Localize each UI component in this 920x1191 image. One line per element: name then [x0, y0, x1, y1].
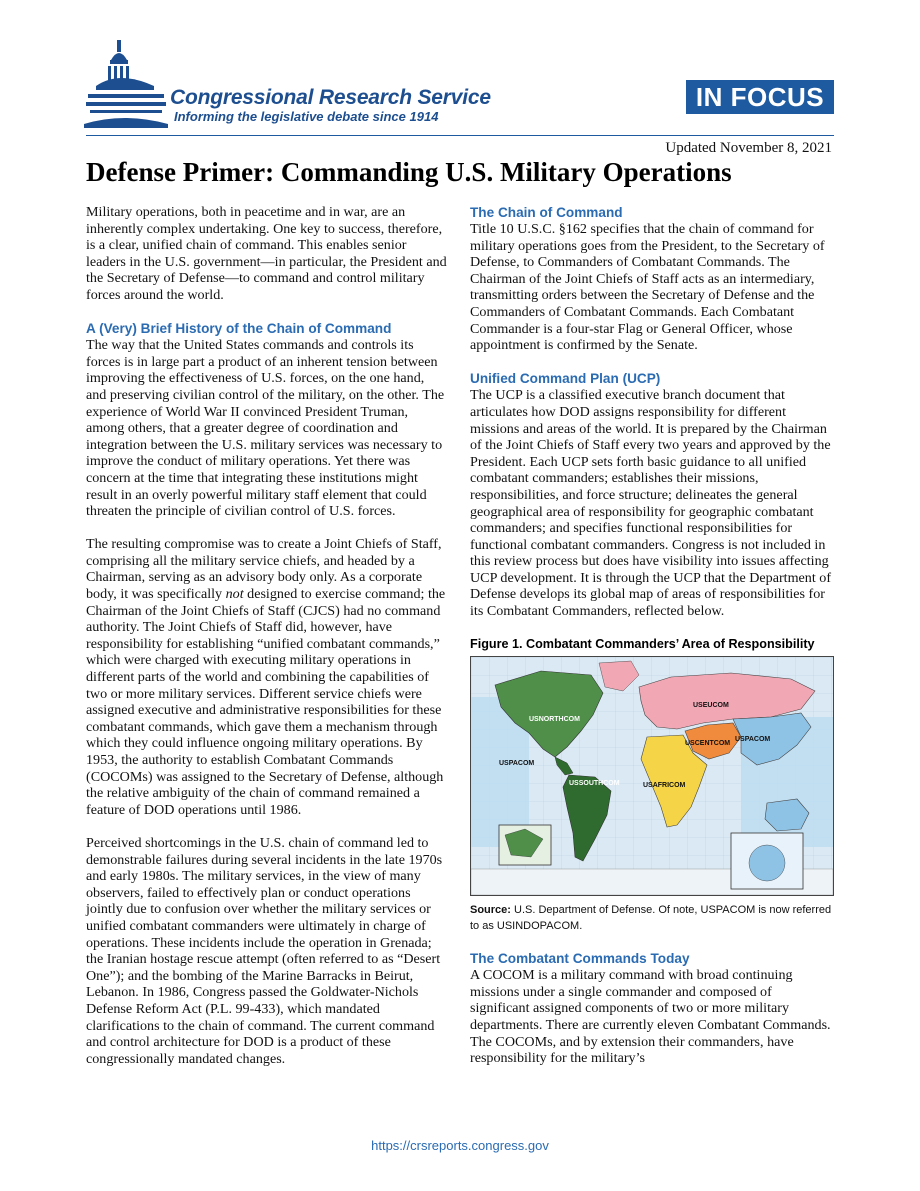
- label-pacom-east: USPACOM: [735, 736, 771, 744]
- chain-heading: The Chain of Command: [470, 205, 623, 220]
- ucp-paragraph: The UCP is a classified executive branch document that articulates how DOD assigns responsibility for different missions and areas of the world. It is prepared by the Chairman of the Joint Chiefs of Staff every two years and approved by the President. Each UCP sets forth basic guidance to all unified combatant commanders; establishes their missions, responsibilities, and force structure; delineates the general geographical area of responsibility for geographic combatant commanders; and specifies functional responsibilities for functional combatant commanders. Congress is not included in this review process but does have visibility into issues affecting UCP development. It is through the UCP that the Department of Defense develops its global map of areas of responsibilities for its Combatant Commanders, reflected below.: [470, 387, 832, 620]
- capitol-dome-icon: [84, 38, 168, 130]
- figure-source: [470, 902, 834, 934]
- in-focus-badge: IN FOCUS: [686, 80, 834, 114]
- label-pacom-west: USPACOM: [499, 760, 535, 768]
- history-p2-emphasis: not: [225, 586, 244, 603]
- org-name: Congressional Research Service: [170, 86, 491, 109]
- chain-paragraph: Title 10 U.S.C. §162 specifies that the chain of command for military operations goes from the President, to the Secretary of Defense, to Commanders of Combatant Commands. The Chairman of the Joint Chiefs of Staff acts as an intermediary, transmitting orders between the Secretary of Defense and the Commanders of Combatant Commands. Each Combatant Commander is a four-star Flag or General Officer, whose appointment is confirmed by the Senate.: [470, 221, 825, 354]
- today-paragraph: A COCOM is a military command with broad continuing missions under a single commander and composed of significant assigned components of two or more military departments. There are currently eleven Combatant Commands. The COCOMs, and by extension their commanders, have responsibility for the military’s: [470, 967, 831, 1067]
- history-paragraph-1: The way that the United States commands and controls its forces is in large part a product of an inherent tension between improving the effectiveness of U.S. forces, on the one hand, and preserving civilian control of the military, on the other. The experience of World War II convinced President Truman, among others, that a greater degree of coordination and integration between the U.S. military services was necessary to improve the conduct of military operations. Yet there was concern at the time that integrating these institutions might result in an overly powerful military staff element that could threaten the principle of civilian control of U.S. forces.: [86, 337, 445, 520]
- label-southcom: USSOUTHCOM: [569, 780, 620, 788]
- page-title: Defense Primer: Commanding U.S. Military Operations: [86, 157, 732, 187]
- left-column: [86, 204, 448, 1084]
- label-centcom: USCENTCOM: [685, 740, 731, 748]
- world-map: [471, 657, 833, 895]
- history-paragraph-3: Perceived shortcomings in the U.S. chain of command led to demonstrable failures during several incidents in the late 1970s and early 1980s. The military services, in the view of many observers, failed to effectively plan or conduct operations jointly due to confusion over whether the military services or unified combatant commanders were ultimately in charge of operations. These incidents include the operation in Grenada; the Iranian hostage rescue attempt (often referred to as “Desert One”); and the bombing of the Marine Barracks in Beirut, Lebanon. In 1986, Congress passed the Goldwater-Nichols Defense Reform Act (P.L. 99-433), which mandated clarifications to the chain of command. The current command and control architecture for DOD is a product of these congressionally mandated changes.: [86, 834, 443, 1067]
- ucp-heading: Unified Command Plan (UCP): [470, 371, 661, 387]
- figure-title: Figure 1. Combatant Commanders’ Area of Responsibility: [470, 637, 815, 652]
- footer-link[interactable]: https://crsreports.congress.gov: [371, 1138, 549, 1153]
- updated-date: Updated November 8, 2021: [665, 140, 832, 156]
- intro-paragraph: Military operations, both in peacetime and in war, are an inherently complex undertaking. One key to success, therefore, is a clear, unified chain of command. This enables senior leaders in the U.S. government—in particular, the President and the Secretary of Defense—to command and control military forces around the world.: [86, 204, 447, 303]
- history-p2-part-a: The resulting compromise was to create a Joint Chiefs of Staff, comprising all the military service chiefs, and headed by a Chairman, serving as an advisory body only. As a corporate body, it was specifically: [86, 536, 442, 603]
- source-text: U.S. Department of Defense. Of note, USPACOM is now referred to as USINDOPACOM.: [470, 904, 832, 933]
- antarctic-inset-land: [749, 845, 785, 881]
- header-divider: [86, 135, 834, 136]
- label-eucom: USEUCOM: [693, 702, 729, 710]
- aor-map: [470, 656, 834, 896]
- org-tagline: Informing the legislative debate since 1914: [174, 109, 439, 124]
- history-p2-part-b: designed to exercise command; the Chairman of the Joint Chiefs of Staff (CJCS) had no command authority. The Joint Chiefs of Staff did, however, have responsibility for establishing “unified combatant commands,” which were charged with executing military operations in different parts of the world and combining the capabilities of two or more military services. Different service chiefs were assigned executive and administrative responsibilities for these combatant commands, which gave them a mechanism through which they could influence ongoing military operations. By 1953, the authority to establish Combatant Commands (COCOMs) was assigned to the Secretary of Defense, although the relative ambiguity of the chain of command remained a feature of DOD operations until 1986.: [86, 586, 446, 818]
- history-heading: A (Very) Brief History of the Chain of Command: [86, 321, 392, 337]
- history-paragraph-2: [86, 536, 448, 818]
- label-africom: USAFRICOM: [643, 782, 686, 790]
- label-northcom: USNORTHCOM: [529, 716, 580, 724]
- source-label: Source:: [470, 904, 511, 917]
- today-heading: The Combatant Commands Today: [470, 951, 690, 967]
- crs-logo[interactable]: [84, 38, 504, 130]
- right-column: [470, 204, 834, 1083]
